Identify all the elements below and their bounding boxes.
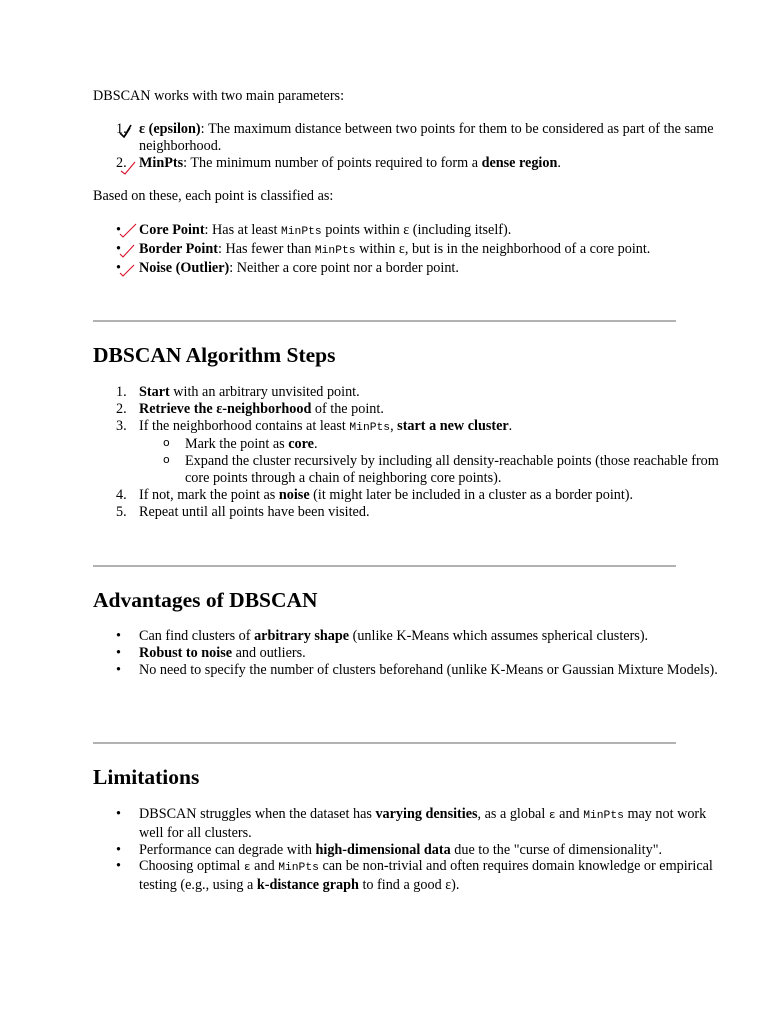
list-item: • Border Point: Has fewer than MinPts within ε, but is in the neighborhood of a core point. — [139, 241, 729, 260]
list-item: 3. If the neighborhood contains at least MinPts, start a new cluster. o Mark the point as core. o Expand the cluster recursively by including all density-reachable points (those reachable from core points through a chain of neighboring core points). — [139, 418, 729, 487]
list-item: • Robust to noise and outliers. — [116, 644, 306, 661]
limitations-list — [93, 806, 729, 894]
steps-list — [93, 384, 729, 520]
list-item: 4. If not, mark the point as noise (it might later be included in a cluster as a border point). — [116, 486, 634, 503]
bullet-icon: • — [116, 858, 121, 875]
bullet-icon: • — [116, 259, 121, 276]
list-item: • Choosing optimal ε and MinPts can be non-trivial and often requires domain knowledge or empirical testing (e.g., using a k-distance graph to find a good ε). — [116, 858, 713, 894]
section-divider — [93, 565, 676, 567]
point-type-term: Core Point — [139, 222, 205, 238]
circle-bullet-icon: o — [163, 453, 170, 467]
limitations-heading: Limitations — [93, 765, 200, 789]
list-number: 2. — [116, 154, 127, 171]
point-type-term: Border Point — [139, 240, 218, 257]
point-type-list — [93, 222, 729, 276]
section-divider — [93, 320, 676, 322]
bullet-icon: • — [116, 644, 121, 661]
checkmark-annotation-icon — [117, 119, 145, 141]
list-item: 2. Retrieve the ε-neighborhood of the point. — [116, 400, 384, 417]
list-item: o Expand the cluster recursively by including all density-reachable points (those reachable from core points through a chain of neighboring core points). — [163, 453, 719, 486]
list-number: 5. — [116, 503, 127, 520]
bullet-icon: • — [116, 240, 121, 257]
list-item: • Performance can degrade with high-dimensional data due to the "curse of dimensionality". — [116, 841, 663, 858]
sub-list — [139, 436, 729, 486]
list-item: • Can find clusters of arbitrary shape (unlike K-Means which assumes spherical clusters). — [116, 628, 649, 644]
list-item: 1. ε (epsilon): The maximum distance between two points for them to be considered as part of the same neighborhood. — [116, 121, 714, 154]
classify-paragraph: Based on these, each point is classified as: — [93, 188, 334, 204]
bullet-icon: • — [116, 222, 121, 238]
bullet-icon: • — [116, 806, 121, 822]
param-term: ε (epsilon) — [139, 121, 201, 137]
list-item: 2. MinPts: The minimum number of points required to form a dense region. — [139, 155, 729, 172]
advantages-heading: Advantages of DBSCAN — [93, 588, 318, 612]
list-number: 1. — [116, 121, 127, 137]
bullet-icon: • — [116, 661, 121, 678]
list-number: 3. — [116, 417, 127, 434]
list-item: • No need to specify the number of clusters beforehand (unlike K-Means or Gaussian Mixture Models). — [116, 661, 718, 678]
steps-heading: DBSCAN Algorithm Steps — [93, 343, 336, 367]
list-item: • DBSCAN struggles when the dataset has varying densities, as a global ε and MinPts may not work well for all clusters. — [116, 806, 707, 841]
point-type-term: Noise (Outlier) — [139, 259, 230, 276]
checkmark-annotation-icon — [114, 257, 142, 279]
bullet-icon: • — [116, 628, 121, 644]
param-term: MinPts — [139, 154, 184, 171]
list-number: 2. — [116, 400, 127, 417]
advantages-list — [93, 628, 729, 678]
list-item: • Noise (Outlier): Neither a core point nor a border point. — [139, 260, 729, 277]
bullet-icon: • — [116, 841, 121, 858]
parameter-list — [93, 121, 729, 171]
list-item: • Core Point: Has at least MinPts points within ε (including itself). — [139, 222, 729, 241]
section-divider — [93, 742, 676, 744]
list-item: 5. Repeat until all points have been visited. — [116, 503, 370, 520]
list-number: 4. — [116, 486, 127, 503]
list-item: o Mark the point as core. — [163, 436, 318, 453]
intro-paragraph: DBSCAN works with two main parameters: — [93, 88, 345, 104]
list-number: 1. — [116, 384, 127, 400]
circle-bullet-icon: o — [163, 436, 170, 450]
list-item: 1. Start with an arbitrary unvisited point. — [116, 384, 360, 400]
checkmark-annotation-icon — [119, 155, 147, 177]
